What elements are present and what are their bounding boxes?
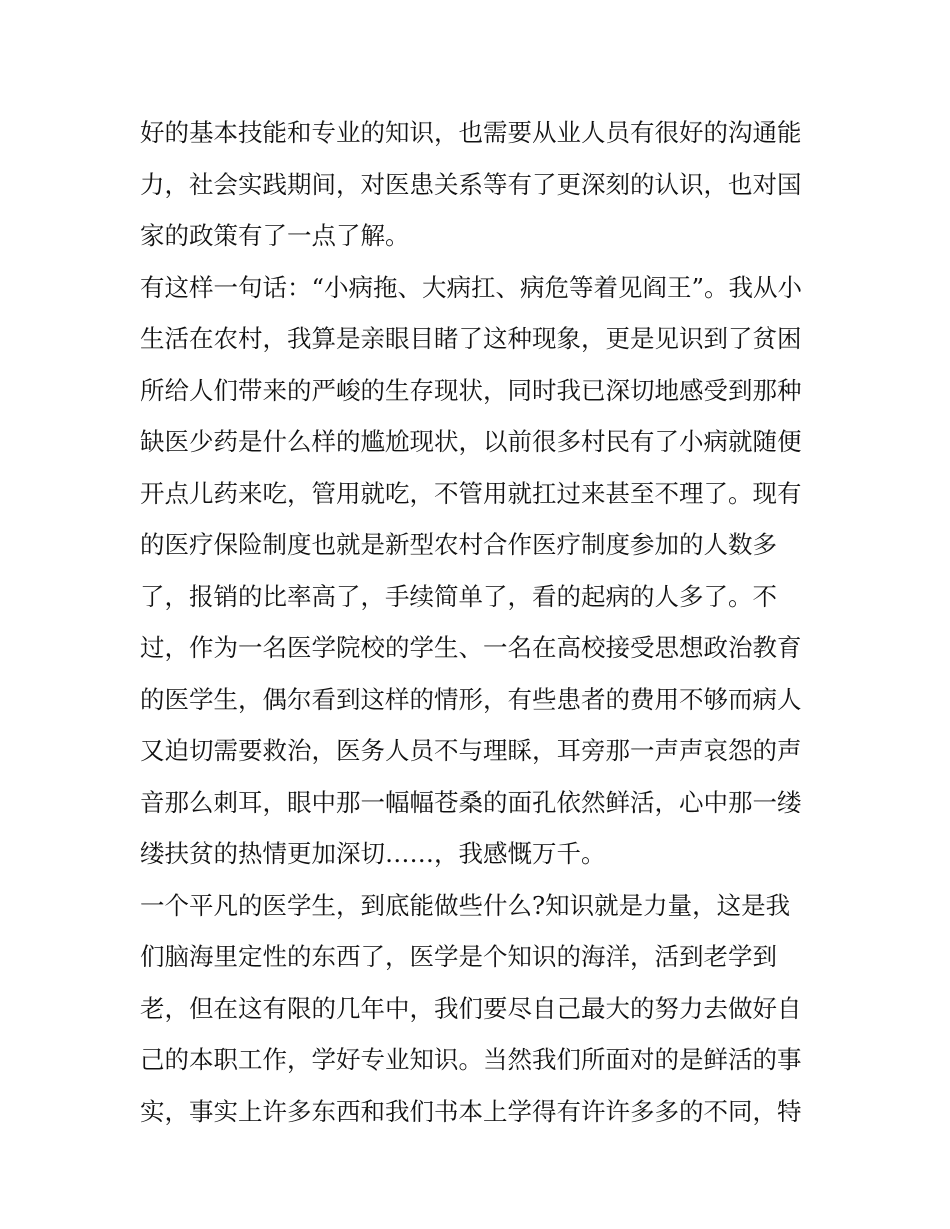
text-line: 力，社会实践期间，对医患关系等有了更深刻的认识，也对国: [140, 169, 802, 199]
text-line: 了，报销的比率高了，手续简单了，看的起病的人多了。不: [140, 581, 777, 611]
text-line: 音那么刺耳，眼中那一幅幅苍桑的面孔依然鲜活，心中那一缕: [140, 787, 802, 817]
text-line: 老，但在这有限的几年中，我们要尽自己最大的努力去做好自: [140, 993, 802, 1023]
text-line: 开点儿药来吃，管用就吃，不管用就扛过来甚至不理了。现有: [140, 478, 802, 508]
text-line: 的医疗保险制度也就是新型农村合作医疗制度参加的人数多: [140, 530, 777, 559]
text-line: 过，作为一名医学院校的学生、一名在高校接受思想政治教育: [140, 633, 802, 662]
text-line: 家的政策有了一点了解。: [140, 221, 410, 250]
text-line: 缕扶贫的热情更加深切……，我感慨万千。: [140, 839, 606, 868]
text-line: 实，事实上许多东西和我们书本上学得有许许多多的不同，特: [140, 1096, 802, 1126]
text-line: 又迫切需要救治，医务人员不与理睬，耳旁那一声声哀怨的声: [140, 736, 802, 765]
text-line: 己的本职工作，学好专业知识。当然我们所面对的是鲜活的事: [140, 1045, 802, 1074]
text-line: 缺医少药是什么样的尴尬现状，以前很多村民有了小病就随便: [140, 427, 802, 456]
text-line: 好的基本技能和专业的知识，也需要从业人员有很好的沟通能: [140, 118, 802, 147]
text-line: 一个平凡的医学生，到底能做些什么?知识就是力量，这是我: [140, 890, 791, 920]
text-line: 有这样一句话：“小病拖、大病扛、病危等着见阎王”。我从小: [140, 272, 803, 302]
text-line: 们脑海里定性的东西了，医学是个知识的海洋，活到老学到: [140, 942, 777, 971]
text-line: 的医学生，偶尔看到这样的情形，有些患者的费用不够而病人: [140, 684, 802, 714]
text-line: 所给人们带来的严峻的生存现状，同时我已深切地感受到那种: [140, 375, 802, 405]
body-text: [140, 107, 820, 1137]
text-line: 生活在农村，我算是亲眼目睹了这种现象，更是见识到了贫困: [140, 324, 802, 353]
